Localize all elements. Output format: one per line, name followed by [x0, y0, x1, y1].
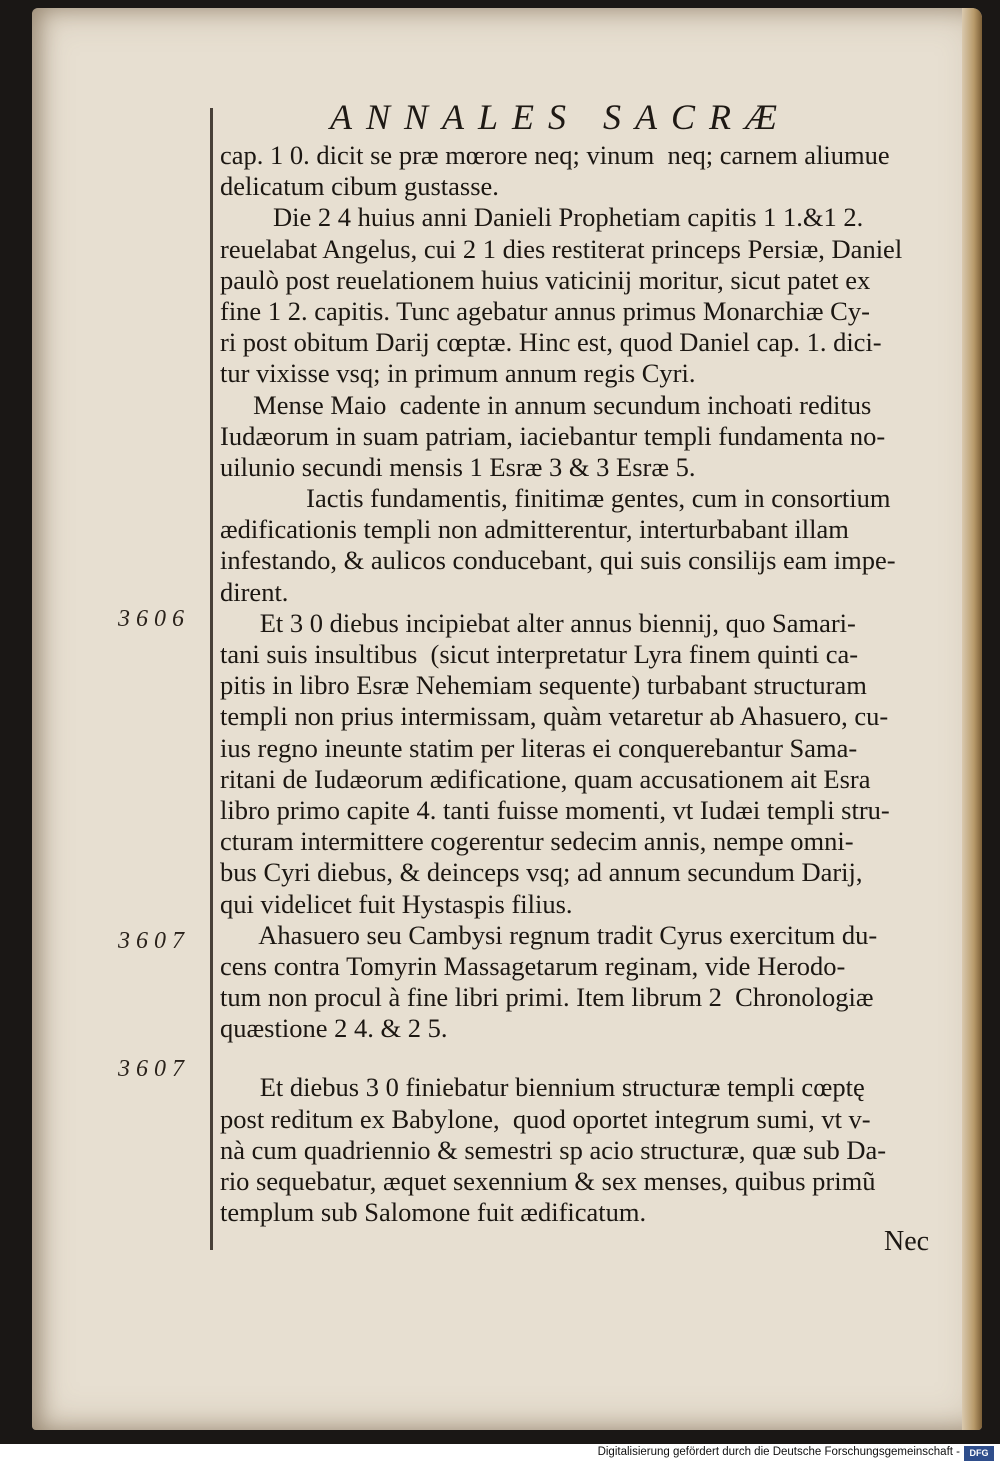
text-line: rio sequebatur, æquet sexennium & sex menses, quibus primũ: [220, 1166, 876, 1196]
margin-year-3607-a: 3607: [118, 928, 190, 954]
text-line: Et 3 0 diebus incipiebat alter annus biennij, quo Samari-: [220, 607, 856, 638]
text-line: tur vixisse vsq; in primum annum regis Cyri.: [220, 358, 696, 389]
dfg-logo: DFG: [964, 1446, 994, 1461]
text-line: ritani de Iudæorum ædificatione, quam accusationem ait Esra: [220, 763, 871, 794]
text-line: pitis in libro Esræ Nehemiam sequente) turbabant structuram: [220, 670, 867, 701]
paragraph: [220, 140, 960, 202]
text-line: tum non procul à fine libri primi. Item librum 2 Chronologiæ: [220, 982, 874, 1013]
text-line: Die 2 4 huius anni Danieli Prophetiam capitis 1 1.&1 2.: [220, 202, 864, 233]
margin-year-3607-b: 3607: [118, 1056, 190, 1082]
text-line: cap. 1 0. dicit se præ mœrore neq; vinum neq; carnem aliumue: [220, 140, 890, 170]
margin-rule: [210, 108, 213, 1250]
text-line: Iactis fundamentis, finitimæ gentes, cum in consortium: [220, 483, 891, 514]
page-edge: [962, 8, 982, 1430]
text-line: post reditum ex Babylone, quod oportet integrum sumi, vt v-: [220, 1103, 871, 1134]
text-line: ri post obitum Darij cœptæ. Hinc est, quod Daniel cap. 1. dici-: [220, 327, 882, 358]
text-line: templum sub Salomone fuit ædificatum.: [220, 1197, 647, 1228]
text-line: uilunio secundi mensis 1 Esræ 3 & 3 Esræ 5.: [220, 451, 696, 482]
text-line: fine 1 2. capitis. Tunc agebatur annus primus Monarchiæ Cy-: [220, 295, 870, 326]
paragraph: [220, 390, 960, 484]
text-line: ius regno ineunte statim per literas ei conquerebantur Sama-: [220, 732, 858, 763]
paragraph-gap: [220, 1044, 960, 1072]
paragraph: [220, 1072, 960, 1228]
catchword: Nec: [884, 1226, 930, 1257]
paragraph: [220, 920, 960, 1045]
running-head: ANNALES SACRÆ: [330, 97, 792, 137]
text-line: bus Cyri diebus, & deinceps vsq; ad annum secundum Darij,: [220, 857, 863, 888]
text-line: templi non prius intermissam, quàm vetaretur ab Ahasuero, cu-: [220, 701, 889, 732]
text-line: ædificationis templi non admitterentur, interturbabant illam: [220, 514, 849, 545]
paragraph: [220, 608, 960, 920]
text-line: quæstione 2 4. & 2 5.: [220, 1013, 448, 1044]
paragraph: [220, 483, 960, 608]
text-line: reuelabat Angelus, cui 2 1 dies restiterat princeps Persiæ, Daniel: [220, 233, 903, 264]
text-line: cens contra Tomyrin Massagetarum reginam, vide Herodo-: [220, 950, 846, 981]
text-line: Iudæorum in suam patriam, iaciebantur templi fundamenta no-: [220, 420, 886, 451]
text-line: libro primo capite 4. tanti fuisse momenti, vt Iudæi templi stru-: [220, 794, 890, 825]
text-line: Et diebus 3 0 finiebatur biennium structuræ templi cœptę: [220, 1072, 865, 1103]
text-line: Mense Maio cadente in annum secundum inchoati reditus: [220, 389, 872, 420]
main-text: [220, 140, 960, 1228]
text-line: nà cum quadriennio & semestri sp acio structuræ, quæ sub Da-: [220, 1134, 887, 1165]
text-line: delicatum cibum gustasse.: [220, 171, 499, 202]
text-line: cturam intermittere cogerentur sedecim annis, nempe omni-: [220, 826, 854, 857]
text-line: paulò post reuelationem huius vaticinij moritur, sicut patet ex: [220, 264, 871, 295]
footer-credit: Digitalisierung gefördert durch die Deutsche Forschungsgemeinschaft -: [597, 1446, 960, 1458]
text-line: infestando, & aulicos conducebant, qui suis consilijs eam impe-: [220, 545, 896, 576]
text-line: qui videlicet fuit Hystaspis filius.: [220, 888, 573, 919]
paragraph: [220, 202, 960, 389]
footer-bar: [0, 1444, 1000, 1464]
text-line: Ahasuero seu Cambysi regnum tradit Cyrus exercitum du-: [220, 919, 878, 950]
margin-year-3606: 3606: [118, 606, 190, 632]
text-line: tani suis insultibus (sicut interpretatur Lyra finem quinti ca-: [220, 639, 859, 669]
text-line: dirent.: [220, 576, 289, 607]
